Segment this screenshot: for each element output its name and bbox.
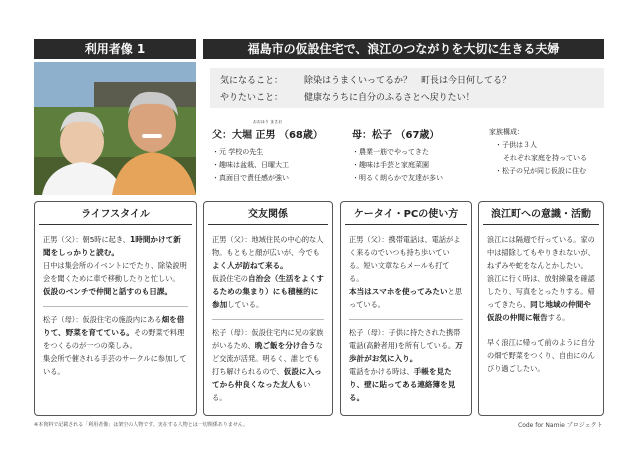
disclaimer-note: ※本資料で記載される「利用者像」は架空の人物です。実在する人物とは一切関係ありません。 — [34, 422, 249, 428]
mother-profile — [352, 126, 443, 185]
father-trait: ・ 元 学校の先生 — [212, 146, 323, 159]
family-line: ・子供は３人 — [495, 141, 537, 149]
lifestyle-father-text: 正男（父）：朝5時に起き、1時間かけて新聞をしっかりと読む。 — [43, 235, 181, 257]
devices-mother-text: 電話をかける時は、手帳を見たり、壁に貼ってある連絡簿を見る。 — [349, 367, 456, 402]
namie-card-title: 浪江町への意識・活動 — [483, 205, 599, 225]
mother-name: 母：松子 （67歳） — [352, 130, 440, 141]
social-mother-text: 松子（母）：仮設住宅内に兄の家族がいるため、晩ご飯を分け合うなど交流が活発。明るく、誰とでも打ち解けられるので、仮設に入ってから仲良くなった友人もいる。 — [212, 328, 324, 402]
namie-text: 浪江に行く時は、放射線量を確認したり、写真をとったりする。帰ってきたら、同じ地域の仲間や仮設の仲間に報告する。 — [487, 274, 595, 322]
want-text: 健康なうちに自分のふるさとへ戻りたい！ — [304, 93, 475, 103]
want-row — [220, 90, 475, 103]
father-trait: ・ 趣味は盆栽、日曜大工 — [212, 159, 323, 172]
devices-father-text: 正男（父）：携帯電話は、電話がよく来るのでいつも持ち歩いている。短い文章ならメールも打てる。 — [349, 235, 461, 283]
family-structure — [489, 126, 587, 178]
namie-card-body — [479, 225, 603, 375]
father-profile — [212, 119, 323, 185]
couple-illustration — [34, 62, 196, 195]
lifestyle-mother-text: 松子（母）：仮設住宅の施設内にある畑を借りて、野菜を育てている。その野菜で料理をつくるのが一つの楽しみ。 — [43, 315, 185, 350]
divider — [212, 319, 324, 320]
worry-row — [220, 73, 511, 86]
social-card — [203, 201, 333, 416]
lifestyle-card — [34, 201, 197, 416]
social-card-body — [204, 225, 332, 404]
lifestyle-card-body — [35, 225, 196, 378]
project-credit: Code for Namie プロジェクト — [518, 422, 603, 429]
father-traits — [212, 146, 323, 185]
family-line: それぞれ家庭を持っている — [503, 154, 587, 162]
father-name-ruby: おおほり まさお — [252, 119, 283, 124]
mother-trait: ・ 農業一筋でやってきた — [352, 146, 443, 159]
divider — [43, 306, 188, 307]
namie-card — [478, 201, 604, 416]
couple-photo — [34, 62, 196, 195]
social-father-text: 仮設住宅の自治会（生活をよくするための集まり）にも積極的に参加している。 — [212, 274, 324, 309]
devices-card-body — [341, 225, 471, 404]
devices-mother-text: 松子（母）：子供に持たされた携帯電話(高齢者用)を所有している。万歩計がお気に入り。 — [349, 328, 463, 363]
social-father-text: 正男（父）：地域住民の中心的な人物。もともと顔が広いが、今でもよく人が訪ねて来る。 — [212, 235, 324, 270]
social-card-title: 交友関係 — [208, 205, 328, 225]
devices-father-text: 本当はスマホを使ってみたいと思っている。 — [349, 287, 462, 309]
lifestyle-father-text: 仮設のベンチで仲間と話すのも日課。 — [43, 287, 173, 296]
namie-text: 浪江には隔週で行っている。家の中は掃除してもやりきれないが、ねずみや蛇をなんとかしたい。 — [487, 235, 595, 270]
namie-text: 早く浪江に帰って前のように自分の畑で野菜をつくり、自由にのんびり過ごしたい。 — [487, 338, 595, 373]
family-title: 家族構成： — [489, 128, 524, 136]
devices-card — [340, 201, 472, 416]
persona-title: 福島市の仮設住宅で、浪江のつながりを大切に生きる夫婦 — [203, 39, 604, 59]
mother-trait: ・ 趣味は手芸と家庭菜園 — [352, 159, 443, 172]
want-label: やりたいこと： — [220, 93, 284, 103]
lifestyle-card-title: ライフスタイル — [39, 205, 192, 225]
devices-card-title: ケータイ・PCの使い方 — [345, 205, 467, 225]
lifestyle-father-text: 日中は集会所のイベントにでたり、除染説明会を聞くために車で移動したりと忙しい。 — [43, 261, 187, 283]
father-name-ruby-wrap — [212, 119, 323, 141]
divider — [349, 319, 463, 320]
concerns-box — [210, 68, 604, 108]
worry-label: 気になること： — [220, 76, 284, 86]
family-line: ・松子の兄が同じ仮設に住む — [495, 167, 586, 175]
lifestyle-mother-text: 集会所で催される手芸のサークルに参加している。 — [43, 354, 187, 376]
worry-text: 除染はうまくいってるか？ 町長は今日何してる？ — [304, 76, 512, 86]
father-name-text: 父：大堀 正男 （68歳） — [212, 130, 323, 141]
father-name — [212, 119, 323, 141]
spacer — [487, 324, 595, 336]
mother-trait: ・ 明るく朗らかで友達が多い — [352, 172, 443, 185]
persona-label: 利用者像 1 — [34, 39, 196, 59]
mother-traits — [352, 146, 443, 185]
father-trait: ・ 真面目で責任感が強い — [212, 172, 323, 185]
